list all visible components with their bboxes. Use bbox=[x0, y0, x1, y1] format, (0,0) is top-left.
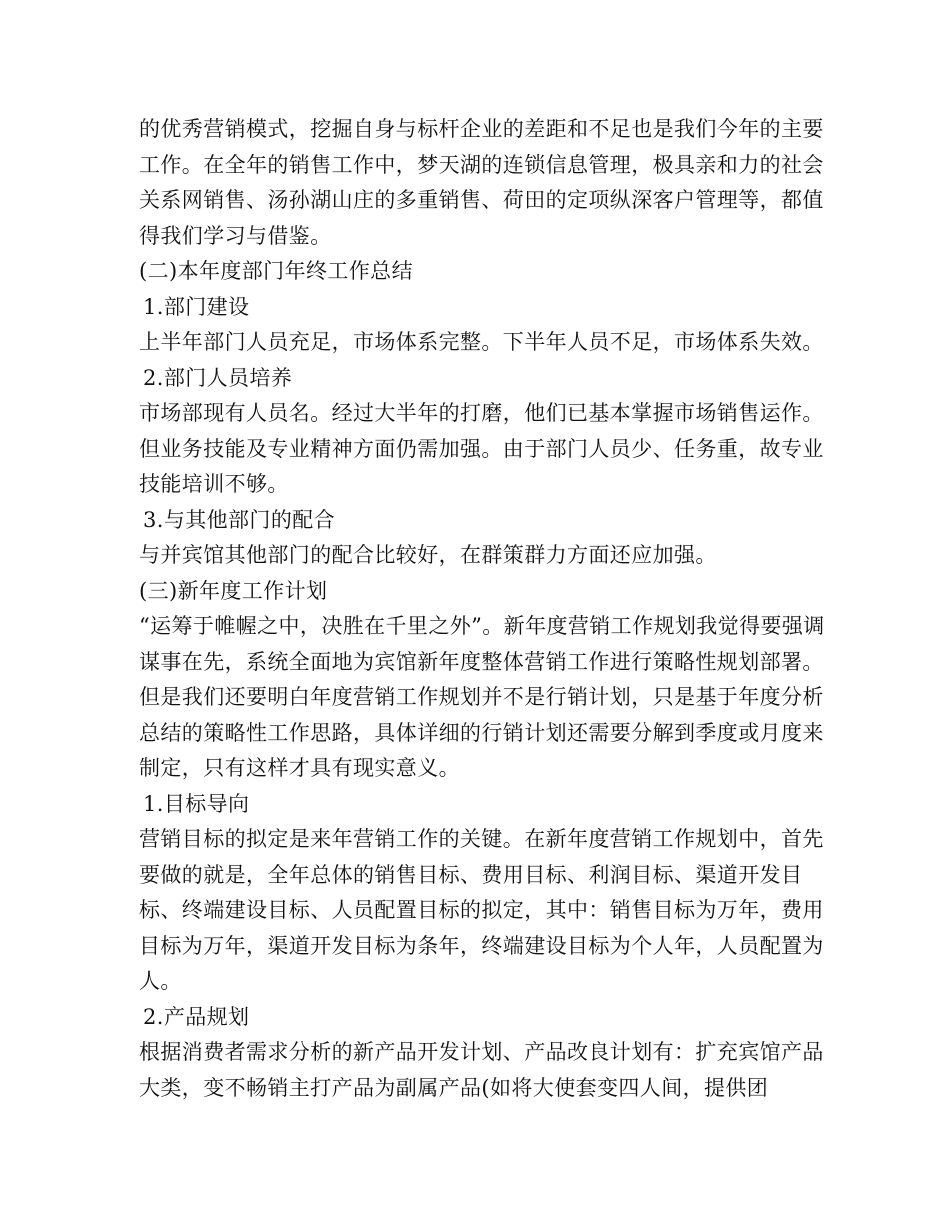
subheading-goal-orientation: 1.目标导向 bbox=[143, 791, 250, 816]
section-heading-annual-summary: (二)本年度部门年终工作总结 bbox=[139, 259, 413, 283]
document-body bbox=[139, 112, 829, 1106]
subheading-product-planning: 2.产品规划 bbox=[143, 1004, 250, 1029]
paragraph-department-building: 上半年部门人员充足，市场体系完整。下半年人员不足，市场体系失效。 bbox=[139, 330, 824, 354]
paragraph-product-planning: 根据消费者需求分析的新产品开发计划、产品改良计划有：扩充宾馆产品大类，变不畅销主打产品为副属产品(如将大使套变四人间，提供团 bbox=[139, 1040, 824, 1100]
paragraph-new-year-plan: “运筹于帷幄之中，决胜在千里之外”。新年度营销工作规划我觉得要强调谋事在先，系统全面地为宾馆新年度整体营销工作进行策略性规划部署。但是我们还要明白年度营销工作规划并不是行销计划，只是基于年度分析总结的策略性工作思路，具体详细的行销计划还需要分解到季度或月度来制定，只有这样才具有现实意义。 bbox=[139, 614, 825, 780]
subheading-staff-training: 2.部门人员培养 bbox=[143, 365, 293, 390]
paragraph-goal-orientation: 营销目标的拟定是来年营销工作的关键。在新年度营销工作规划中，首先要做的就是，全年总体的销售目标、费用目标、利润目标、渠道开发目标、终端建设目标、人员配置目标的拟定，其中：销售目标为万年，费用目标为万年，渠道开发目标为条年，终端建设目标为个人年，人员配置为人。 bbox=[139, 827, 824, 993]
paragraph-staff-training: 市场部现有人员名。经过大半年的打磨，他们已基本掌握市场销售运作。但业务技能及专业精神方面仍需加强。由于部门人员少、任务重，故专业技能培训不够。 bbox=[139, 401, 824, 496]
subheading-cooperation: 3.与其他部门的配合 bbox=[143, 507, 336, 532]
paragraph-cooperation: 与并宾馆其他部门的配合比较好，在群策群力方面还应加强。 bbox=[139, 543, 717, 567]
paragraph-benchmark-learning: 的优秀营销模式，挖掘自身与标杆企业的差距和不足也是我们今年的主要工作。在全年的销售工作中，梦天湖的连锁信息管理，极具亲和力的社会关系网销售、汤孙湖山庄的多重销售、荷田的定项纵深客户管理等，都值得我们学习与借鉴。 bbox=[139, 117, 824, 248]
subheading-department-building: 1.部门建设 bbox=[143, 294, 250, 319]
section-heading-new-year-plan: (三)新年度工作计划 bbox=[139, 578, 328, 603]
